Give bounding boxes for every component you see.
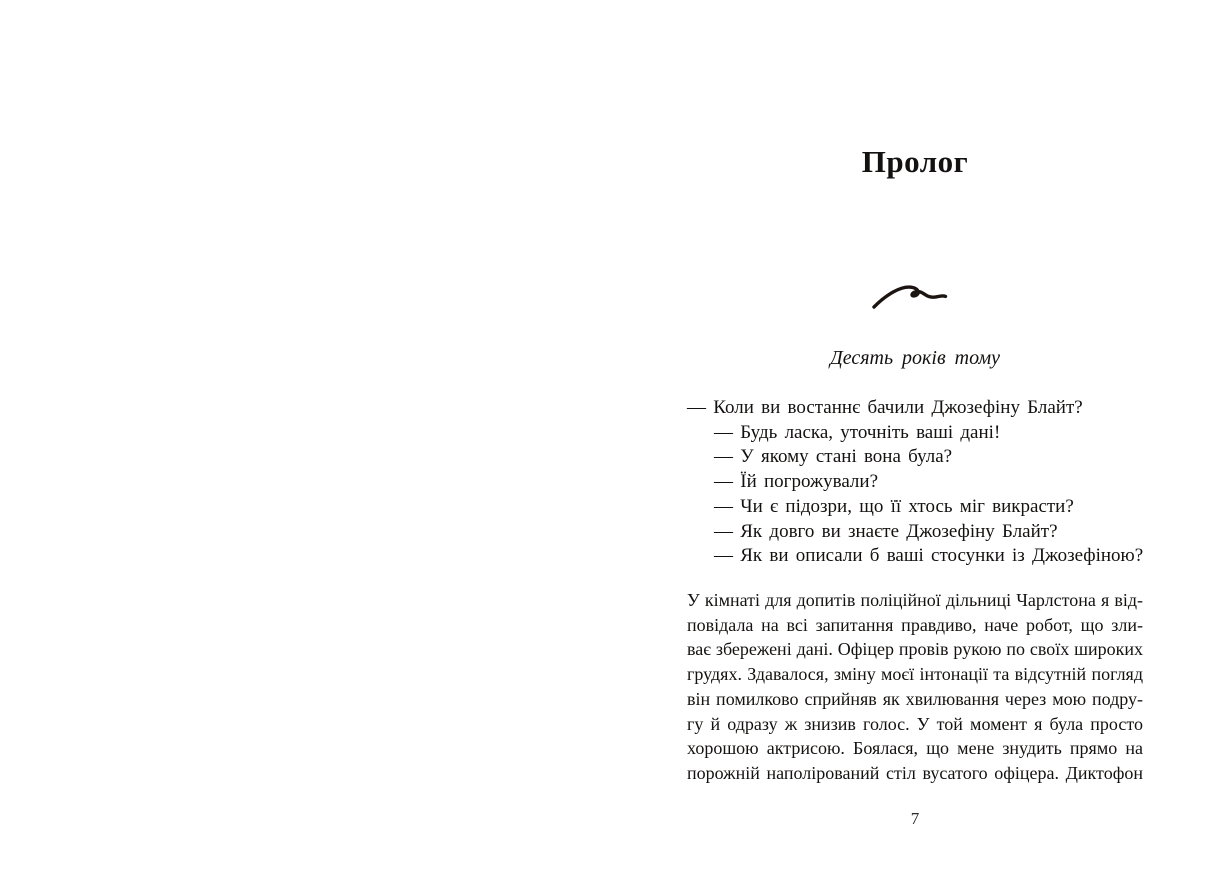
- text-column: [687, 0, 1143, 883]
- dialogue-line: — Їй погрожували?: [714, 471, 879, 493]
- wave-squiggle-icon: [870, 281, 960, 313]
- dialogue-line: — Як довго ви знаєте Джозефіну Блайт?: [714, 520, 1058, 542]
- dialogue-line: — Коли ви востаннє бачили Джозефіну Блайт?: [687, 397, 1083, 418]
- body-paragraph: [687, 588, 1143, 786]
- paragraph-line: гу й одразу ж знизив голос. У той момент я була просто: [687, 713, 1143, 734]
- dialogue-line: — Будь ласка, уточніть ваші дані!: [714, 421, 1001, 443]
- paragraph-line: ває збережені дані. Офіцер провів рукою по своїх широких: [687, 639, 1143, 660]
- dialogue-line: — Чи є підозри, що її хтось міг викрасти?: [714, 495, 1074, 517]
- paragraph-line: грудях. Здавалося, зміну моєї інтонації та відсутній погляд: [687, 664, 1143, 685]
- paragraph-line: хорошою актрисою. Боялася, що мене знудить прямо на: [687, 738, 1143, 759]
- paragraph-line: він помилково сприйняв як хвилювання через мою подру-: [687, 688, 1143, 709]
- dialogue-line: — У якому стані вона була?: [714, 446, 953, 468]
- paragraph-line: У кімнаті для допитів поліційної дільниці Чарлстона я від-: [687, 590, 1143, 610]
- chapter-title: Пролог: [861, 144, 969, 179]
- dialogue-block: [687, 396, 1143, 569]
- paragraph-line: повідала на всі запитання правдиво, наче робот, що зли-: [687, 614, 1143, 635]
- epigraph: Десять років тому: [830, 347, 1000, 369]
- paragraph-line: порожній наполірований стіл вусатого офіцера. Диктофон: [687, 762, 1143, 783]
- section-divider: [870, 281, 960, 313]
- page-number: 7: [910, 809, 920, 828]
- dialogue-line: — Як ви описали б ваші стосунки із Джозефіною?: [714, 545, 1144, 567]
